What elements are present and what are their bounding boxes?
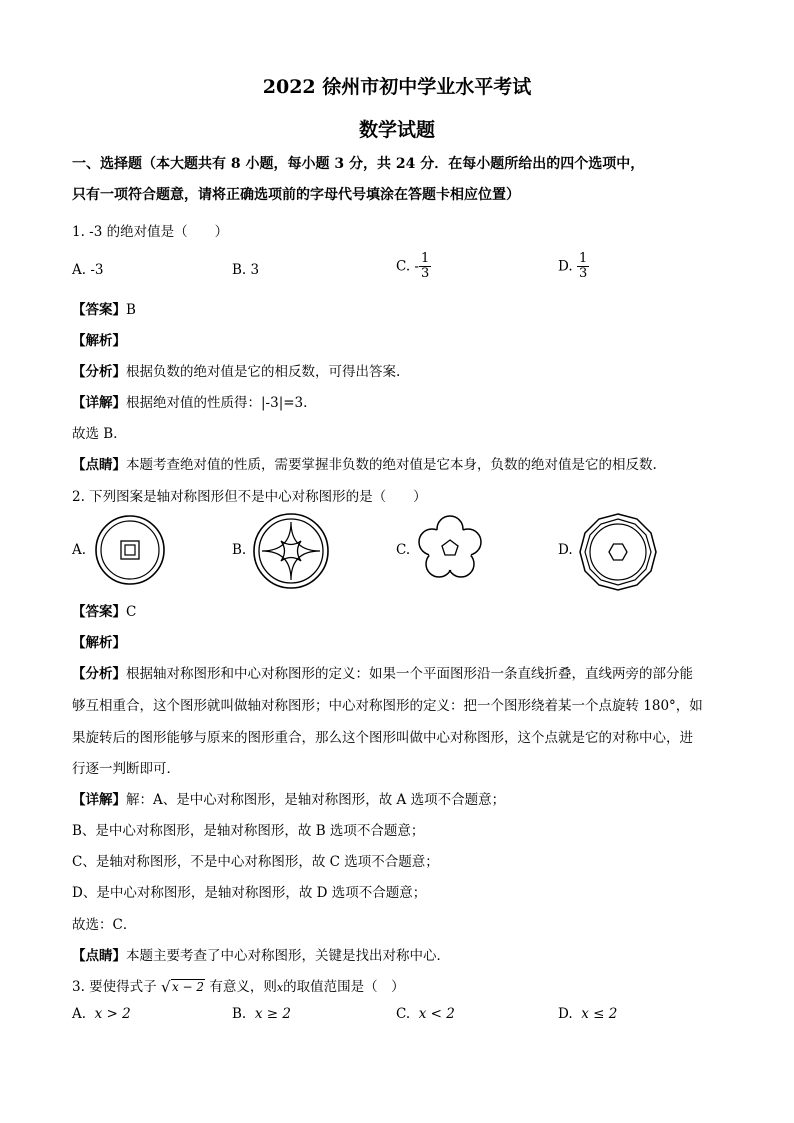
q2-xiangjie-line3: C、是轴对称图形，不是中心对称图形，故 C 选项不合题意； — [72, 854, 439, 870]
five-petal-flower-icon — [414, 512, 486, 584]
q1-fenxi-text: 根据负数的绝对值是它的相反数，可得出答案. — [126, 364, 401, 380]
dodecagon-hexagon-icon — [578, 512, 658, 592]
q3-stem-prefix: 3. 要使得式子 — [72, 979, 161, 995]
q3-option-d-label: D. — [558, 1006, 573, 1022]
q1-fenxi — [72, 360, 400, 380]
q1-option-c-numerator: 1 — [421, 251, 430, 266]
q3-option-b-label: B. — [232, 1006, 247, 1022]
q3-option-c-text: x < 2 — [418, 1006, 455, 1022]
q3-radicand: x − 2 — [171, 980, 205, 994]
q1-option-c — [396, 252, 431, 281]
q2-fenxi-line4: 行逐一判断即可． — [72, 761, 180, 777]
q1-answer-value: B — [126, 302, 136, 318]
q1-stem: 1. -3 的绝对值是（ ） — [72, 224, 229, 240]
sqrt-sign-icon: √ — [160, 978, 171, 996]
q1-analysis-tag: 【解析】 — [72, 333, 126, 349]
page-subtitle: 数学试题 — [358, 119, 435, 141]
coin-square-hole-icon — [94, 514, 166, 586]
q1-option-d-numerator: 1 — [578, 251, 588, 266]
coin-concave-star-icon — [252, 512, 330, 590]
q1-option-c-prefix: C. - — [396, 258, 419, 275]
q3-option-a-label: A. — [72, 1006, 87, 1022]
q2-fenxi-tag: 【分析】 — [72, 666, 126, 682]
q2-conclusion: 故选：C． — [72, 917, 137, 933]
q1-option-a: A. -3 — [72, 262, 104, 278]
q2-xiangjie-line1 — [72, 788, 505, 808]
q2-label-b: B. — [232, 542, 247, 558]
q1-answer-tag: 【答案】 — [72, 302, 126, 318]
q1-option-c-fraction — [419, 252, 431, 281]
q2-fenxi-line3: 果旋转后的图形能够与原来的图形重合，那么这个图形叫做中心对称图形，这个点就是它的对称中心，进 — [72, 730, 693, 746]
q2-xiangjie-line2: B、是中心对称图形，是轴对称图形，故 B 选项不合题意； — [72, 823, 425, 839]
q3-stem — [72, 975, 405, 995]
q2-answer — [72, 600, 136, 620]
page-title: 2022 徐州市初中学业水平考试 — [262, 76, 532, 98]
section-heading-line1: 一、选择题（本大题共有 8 小题，每小题 3 分，共 24 分．在每小题所给出的四个选项中， — [72, 156, 645, 172]
q3-option-d-text: x ≤ 2 — [581, 1006, 618, 1022]
q1-option-d — [558, 252, 589, 281]
q1-option-d-prefix: D. — [558, 258, 577, 275]
q1-answer — [72, 298, 136, 318]
q1-dianjing-text: 本题考查绝对值的性质，需要掌握非负数的绝对值是它本身，负数的绝对值是它的相反数. — [126, 457, 657, 473]
q2-label-a: A. — [72, 542, 87, 558]
q1-conclusion: 故选 B． — [72, 426, 127, 442]
q1-dianjing-tag: 【点睛】 — [72, 457, 126, 473]
section-heading-line2: 只有一项符合题意，请将正确选项前的字母代号填涂在答题卡相应位置） — [72, 187, 520, 203]
q2-fenxi-line2: 够互相重合，这个图形就叫做轴对称图形；中心对称图形的定义：把一个图形绕着某一个点旋转 180°，如 — [72, 698, 703, 714]
q2-analysis-tag: 【解析】 — [72, 635, 126, 651]
q2-xiangjie-line4: D、是中心对称图形，是轴对称图形，故 D 选项不合题意； — [72, 885, 427, 901]
q1-xiangjie-tag: 【详解】 — [72, 395, 126, 411]
q3-option-b-text: x ≥ 2 — [254, 1006, 291, 1022]
q2-fenxi-line1 — [72, 662, 693, 682]
q3-option-a — [72, 1006, 131, 1022]
q3-option-c — [396, 1006, 455, 1022]
q1-xiangjie — [72, 391, 307, 411]
q2-stem: 2. 下列图案是轴对称图形但不是中心对称图形的是（ ） — [72, 489, 427, 505]
q2-answer-value: C — [126, 604, 137, 620]
q1-xiangjie-text: 根据绝对值的性质得：|-3|=3. — [126, 395, 308, 411]
q2-label-c: C. — [396, 542, 411, 558]
q3-stem-mid: 有意义，则 — [205, 979, 277, 995]
q1-option-c-denominator: 3 — [421, 266, 430, 281]
q2-xiangjie-text1: 解：A、是中心对称图形，是轴对称图形，故 A 选项不合题意； — [126, 792, 506, 808]
q3-option-c-label: C. — [396, 1006, 411, 1022]
q3-var: x — [276, 981, 284, 994]
q3-option-b — [232, 1006, 291, 1022]
q1-option-d-denominator: 3 — [578, 266, 588, 281]
q3-option-a-text: x > 2 — [94, 1006, 131, 1022]
q2-dianjing-text: 本题主要考查了中心对称图形，关键是找出对称中心． — [126, 948, 450, 964]
q2-label-d: D. — [558, 542, 573, 558]
q2-xiangjie-tag: 【详解】 — [72, 792, 126, 808]
q1-dianjing — [72, 453, 657, 473]
q1-option-d-fraction — [577, 252, 589, 281]
q1-option-b: B. 3 — [232, 262, 260, 278]
q3-stem-suffix: 的取值范围是（ ） — [283, 979, 405, 995]
q2-answer-tag: 【答案】 — [72, 604, 126, 620]
q2-dianjing — [72, 944, 450, 964]
q3-option-d — [558, 1006, 617, 1022]
q2-fenxi-text1: 根据轴对称图形和中心对称图形的定义：如果一个平面图形沿一条直线折叠，直线两旁的部分能 — [126, 666, 693, 682]
q1-fenxi-tag: 【分析】 — [72, 364, 126, 380]
q3-sqrt-expression — [161, 979, 205, 995]
q2-dianjing-tag: 【点睛】 — [72, 948, 126, 964]
